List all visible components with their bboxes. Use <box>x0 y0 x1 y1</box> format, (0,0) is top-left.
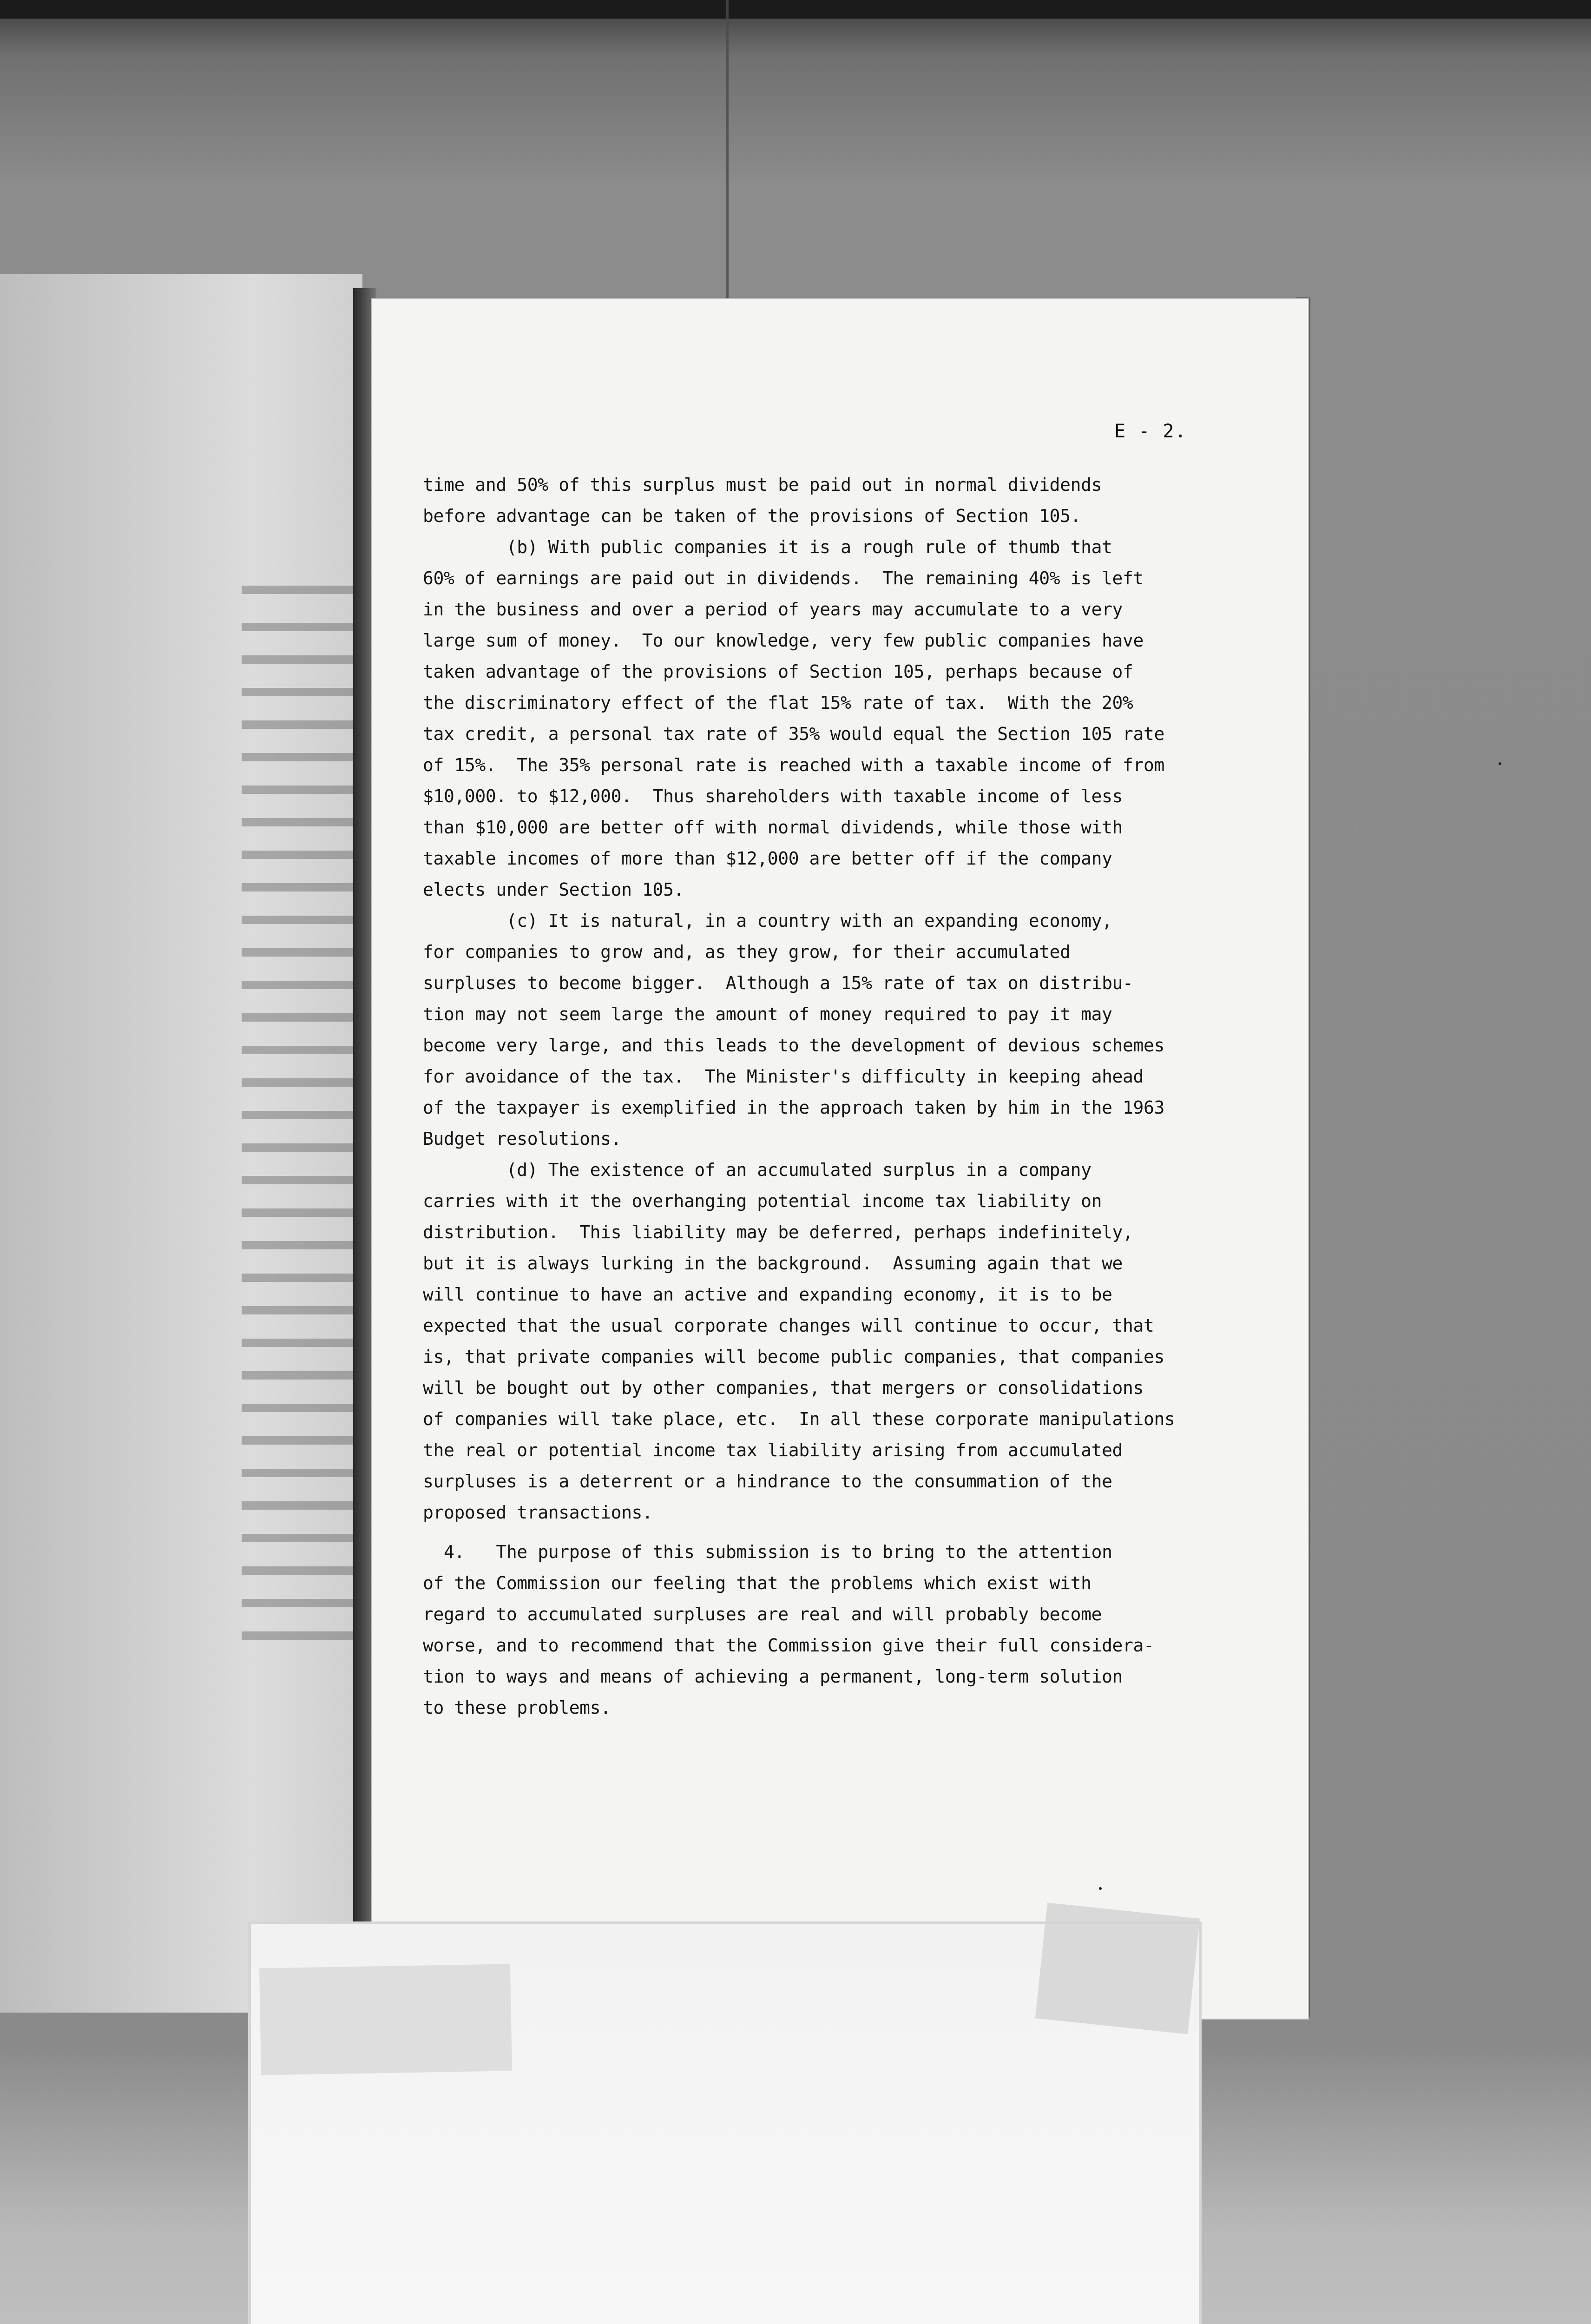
bleed-through-line <box>242 772 362 794</box>
bleed-through-line <box>242 869 362 891</box>
submission-text <box>423 469 1175 1723</box>
bleed-through-line <box>242 1129 362 1152</box>
bleed-through-line <box>242 837 362 859</box>
bleed-through-line <box>242 1552 362 1575</box>
text-line: the real or potential income tax liability arising from accumulated <box>423 1440 1123 1460</box>
text-line: (b) With public companies it is a rough rule of thumb that <box>423 537 1112 557</box>
bleed-through-line <box>242 1390 362 1412</box>
tape-strip <box>1035 1902 1200 2034</box>
text-line: taxable incomes of more than $12,000 are better off if the company <box>423 848 1112 869</box>
text-line: large sum of money. To our knowledge, very few public companies have <box>423 630 1144 651</box>
text-line: than $10,000 are better off with normal dividends, while those with <box>423 817 1123 838</box>
bleed-through-line <box>242 1520 362 1542</box>
text-line: distribution. This liability may be deferred, perhaps indefinitely, <box>423 1222 1133 1242</box>
bleed-through-line <box>242 1032 362 1054</box>
text-line: become very large, and this leads to the development of devious schemes <box>423 1035 1164 1056</box>
text-line: but it is always lurking in the background. Assuming again that we <box>423 1253 1123 1274</box>
bleed-through-line <box>242 902 362 924</box>
bleed-through-line <box>242 804 362 826</box>
text-line: tion may not seem large the amount of money required to pay it may <box>423 1004 1112 1024</box>
film-edge-top <box>0 0 1591 19</box>
text-line: Budget resolutions. <box>423 1129 622 1149</box>
text-line: surpluses to become bigger. Although a 15% rate of tax on distribu- <box>423 973 1133 993</box>
bleed-through-line <box>242 1195 362 1217</box>
bleed-through-line <box>242 706 362 729</box>
paragraph-gap <box>423 1528 1166 1537</box>
bleed-through-line <box>242 1292 362 1314</box>
bleed-through-line <box>242 1162 362 1184</box>
text-line: of companies will take place, etc. In all these corporate manipulations <box>423 1409 1175 1429</box>
text-line: 60% of earnings are paid out in dividends. The remaining 40% is left <box>423 568 1144 588</box>
text-line: the discriminatory effect of the flat 15% rate of tax. With the 20% <box>423 693 1133 713</box>
film-speck <box>1499 762 1501 765</box>
bleed-through-line <box>242 1455 362 1477</box>
text-line: for companies to grow and, as they grow, for their accumulated <box>423 942 1071 962</box>
text-line: before advantage can be taken of the provisions of Section 105. <box>423 506 1081 526</box>
text-line: to these problems. <box>423 1697 611 1718</box>
text-line: $10,000. to $12,000. Thus shareholders with taxable income of less <box>423 786 1123 806</box>
text-line: (c) It is natural, in a country with an expanding economy, <box>423 911 1112 931</box>
text-line: worse, and to recommend that the Commission give their full considera- <box>423 1635 1154 1656</box>
film-speck <box>1099 1887 1102 1890</box>
bleed-through-line <box>242 1618 362 1640</box>
text-line: for avoidance of the tax. The Minister's difficulty in keeping ahead <box>423 1066 1144 1087</box>
bleed-through-line <box>242 1064 362 1087</box>
text-line: 4. The purpose of this submission is to bring to the attention <box>423 1542 1112 1562</box>
bleed-through-line <box>242 1487 362 1510</box>
text-line: will be bought out by other companies, that mergers or consolidations <box>423 1378 1144 1398</box>
bleed-through-line <box>242 1357 362 1380</box>
text-line: tion to ways and means of achieving a permanent, long-term solution <box>423 1666 1123 1687</box>
text-line: elects under Section 105. <box>423 879 684 900</box>
text-line: tax credit, a personal tax rate of 35% would equal the Section 105 rate <box>423 724 1164 744</box>
text-line: proposed transactions. <box>423 1502 653 1523</box>
text-line: of the Commission our feeling that the problems which exist with <box>423 1573 1091 1593</box>
text-line: in the business and over a period of years may accumulate to a very <box>423 599 1123 620</box>
tape-strip <box>259 1964 512 2075</box>
bleed-through-line <box>242 739 362 761</box>
facing-page <box>0 274 362 2013</box>
text-line: expected that the usual corporate changes will continue to occur, that <box>423 1315 1154 1336</box>
text-line: (d) The existence of an accumulated surplus in a company <box>423 1160 1091 1180</box>
bleed-through-line <box>242 572 362 594</box>
bleed-through-line <box>242 1097 362 1119</box>
bleed-through-line <box>242 674 362 696</box>
bleed-through-line <box>242 999 362 1022</box>
bleed-through-line <box>242 609 362 631</box>
page-number: E - 2. <box>1114 421 1187 442</box>
text-line: surpluses is a deterrent or a hindrance to the consummation of the <box>423 1471 1112 1492</box>
text-line: is, that private companies will become public companies, that companies <box>423 1347 1164 1367</box>
bleed-through-line <box>242 1422 362 1445</box>
text-line: regard to accumulated surpluses are real and will probably become <box>423 1604 1102 1624</box>
text-line: of the taxpayer is exemplified in the approach taken by him in the 1963 <box>423 1097 1164 1118</box>
text-line: will continue to have an active and expanding economy, it is to be <box>423 1284 1112 1305</box>
bleed-through-line <box>242 641 362 664</box>
text-line: taken advantage of the provisions of Section 105, perhaps because of <box>423 661 1133 682</box>
text-line: carries with it the overhanging potential income tax liability on <box>423 1191 1102 1211</box>
text-line: time and 50% of this surplus must be paid out in normal dividends <box>423 475 1102 495</box>
bleed-through-line <box>242 1585 362 1607</box>
bleed-through-line <box>242 1260 362 1282</box>
text-line: of 15%. The 35% personal rate is reached with a taxable income of from <box>423 755 1164 775</box>
bleed-through-line <box>242 1325 362 1347</box>
bleed-through-line <box>242 967 362 989</box>
bleed-through-line <box>242 934 362 957</box>
bleed-through-line <box>242 1227 362 1249</box>
